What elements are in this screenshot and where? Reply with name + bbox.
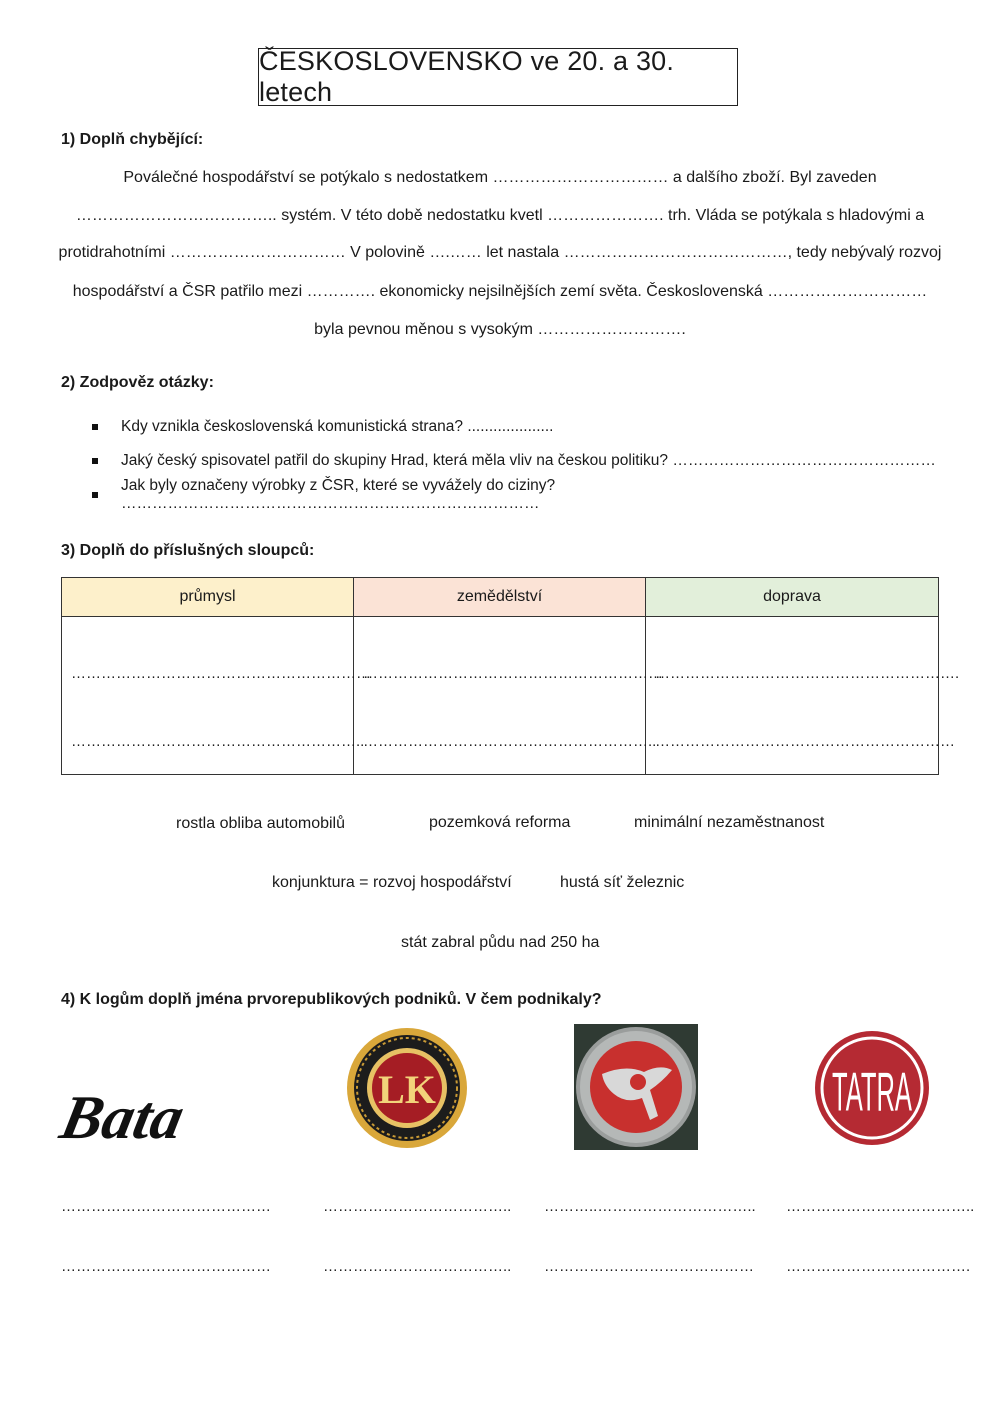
skoda-logo-icon (574, 1024, 698, 1150)
business-blank[interactable]: ……………………………….. (323, 1258, 512, 1275)
tatra-logo-icon (814, 1030, 930, 1146)
blank-line[interactable]: ………………………………………………….. (71, 733, 365, 750)
question-text: Kdy vznikla československá komunistická strana? .................... (121, 418, 554, 435)
question-item (92, 478, 952, 512)
question-text: Jaký český spisovatel patřil do skupiny Hrad, která měla vliv na českou politiku? …………………………………………… (121, 452, 936, 469)
word-card[interactable]: hustá síť železnic (560, 874, 685, 891)
logo-name-blank[interactable]: ………..………………………….. (544, 1198, 756, 1215)
tatra-logo-text: TATRA (832, 1060, 913, 1123)
fill-in-line-1: Poválečné hospodářství se potýkalo s nedostatkem …………………………… a dalšího zboží. Byl zaveden (123, 169, 877, 186)
blank-line[interactable]: ……………………………………………………. (655, 665, 960, 682)
table-cell-zemedelstvi[interactable] (354, 617, 663, 774)
question-item (92, 410, 952, 444)
column-header-zemedelstvi: zemědělství (354, 578, 646, 617)
fill-in-line-5: byla pevnou měnou s vysokým ………………………. (314, 321, 686, 338)
word-card[interactable]: minimální nezaměstnanost (634, 814, 825, 831)
blank-line[interactable]: …………………………………………………… (655, 733, 955, 750)
bullet-icon (92, 458, 98, 464)
word-card[interactable]: rostla obliba automobilů (176, 815, 345, 832)
fill-in-line-4: hospodářství a ČSR patřilo mezi …………. ekonomicky nejsilnějších zemí světa. Československá ………………………… (72, 283, 928, 300)
blank-line[interactable]: …………………………………………………… (71, 665, 371, 682)
section3-heading: 3) Doplň do příslušných sloupců: (61, 542, 315, 559)
word-card[interactable]: konjunktura = rozvoj hospodářství (272, 874, 512, 891)
word-card[interactable]: stát zabral půdu nad 250 ha (401, 934, 600, 951)
laurin-klement-logo-icon (346, 1027, 468, 1149)
column-header-doprava: doprava (646, 578, 938, 617)
section1-heading: 1) Doplň chybějící: (61, 131, 204, 148)
business-blank[interactable]: ………………………………. (786, 1258, 971, 1275)
question-item (92, 444, 952, 478)
business-blank[interactable]: …………………………………… (61, 1258, 271, 1275)
logo-name-blank[interactable]: ……………………………….. (786, 1198, 975, 1215)
table-cell-prumysl[interactable] (62, 617, 371, 774)
sorting-table (61, 577, 960, 775)
bata-logo-text: Bata (54, 1082, 191, 1152)
fill-in-line-3: protidrahotními …………………………… V polovině ….…… let nastala ……………………………………, tedy nebývalý rozvoj (58, 244, 942, 261)
business-blank[interactable]: …………………………………… (544, 1258, 754, 1275)
word-card[interactable]: pozemková reforma (429, 814, 571, 831)
page-title-text: ČESKOSLOVENSKO ve 20. a 30. letech (259, 46, 675, 107)
logo-name-blank[interactable]: ……………………………….. (323, 1198, 512, 1215)
table-cell-doprava[interactable] (646, 617, 960, 774)
section4-heading: 4) K logům doplň jména prvorepublikových podniků. V čem podnikaly? (61, 991, 602, 1008)
lk-logo-text: LK (378, 1067, 436, 1112)
column-header-prumysl: průmysl (62, 578, 354, 617)
question-list (92, 410, 952, 512)
bata-logo-icon (54, 1082, 302, 1152)
page-title (258, 48, 738, 106)
logo-name-blank[interactable]: …………………………………… (61, 1198, 271, 1215)
blank-line[interactable]: ………………………………………………….. (363, 733, 657, 750)
question-text: Jak byly označeny výrobky z ČSR, které se vyvážely do ciziny? ……………………………………………………………………… (121, 477, 556, 512)
bullet-icon (92, 492, 98, 498)
blank-line[interactable]: …………………………………………………… (363, 665, 663, 682)
fill-in-line-2: ……………………………….. systém. V této době nedostatku kvetl …………………. trh. Vláda se potýkala s hladovými a (75, 207, 925, 224)
section2-heading: 2) Zodpověz otázky: (61, 374, 214, 391)
bullet-icon (92, 424, 98, 430)
